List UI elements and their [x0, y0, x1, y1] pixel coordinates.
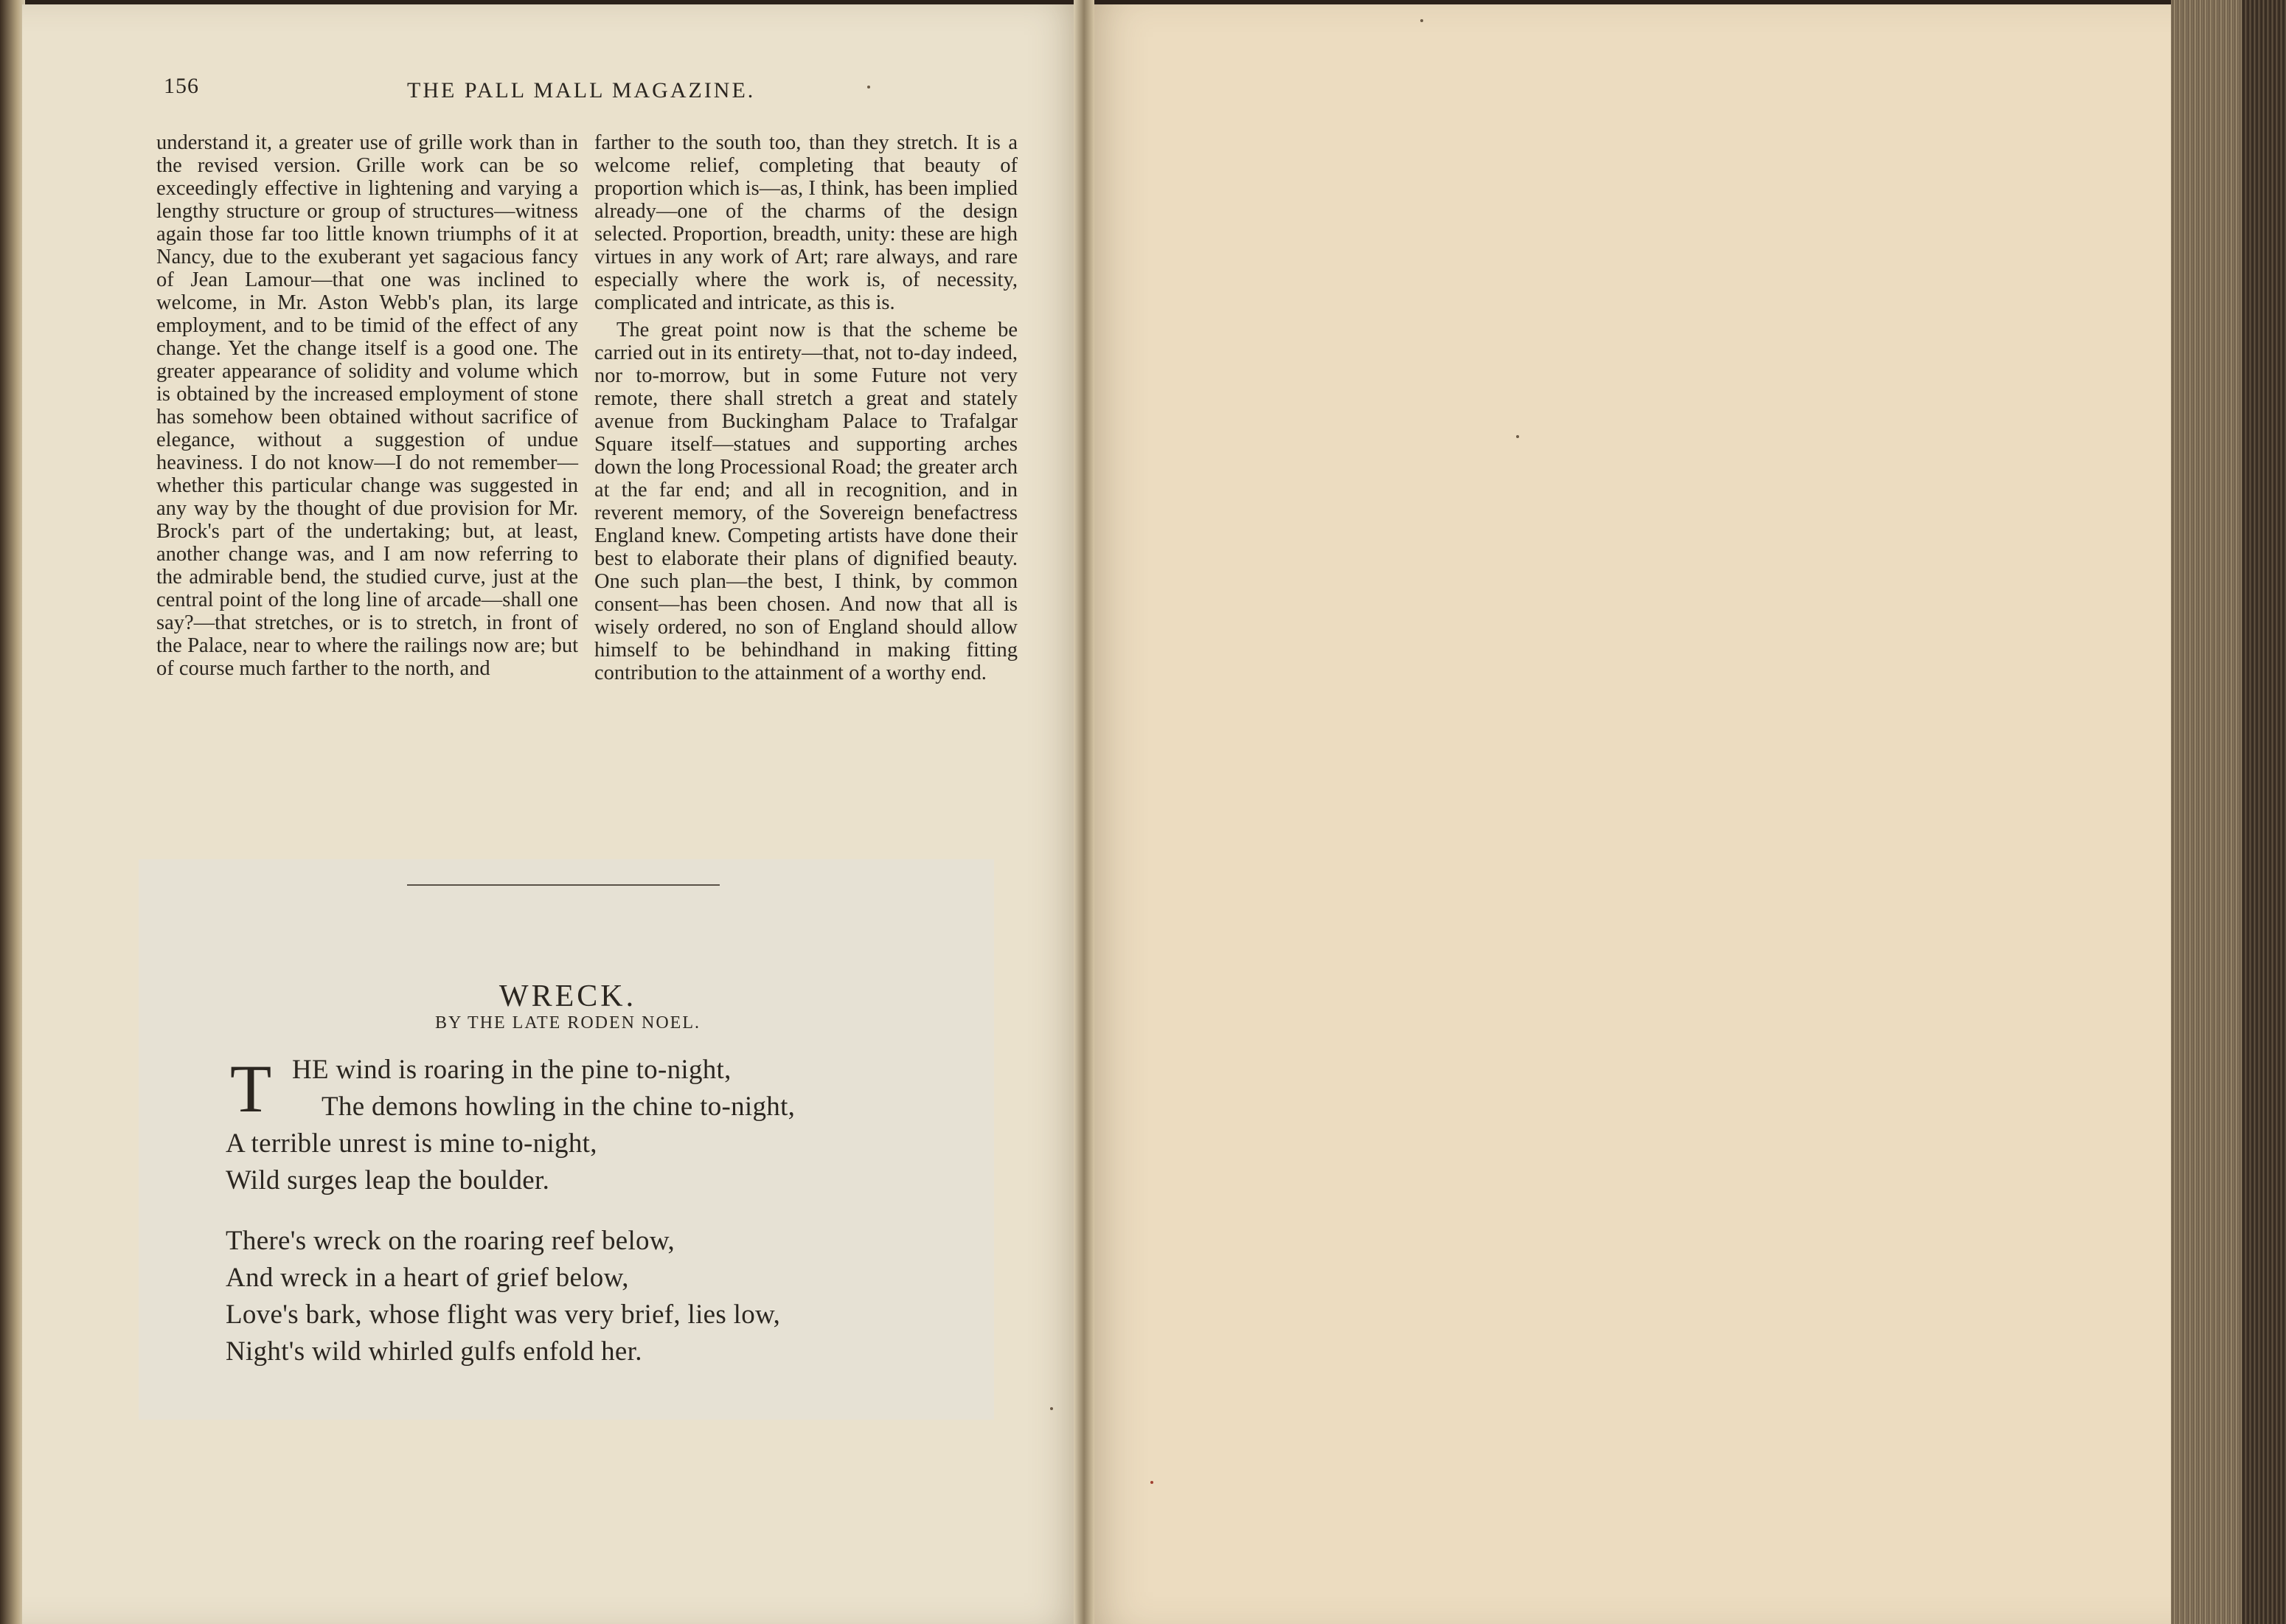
article-paragraph: farther to the south too, than they stretch. It is a welcome relief, completing that beauty of proportion which is—as, I think, has been implied already—one of the charms of the design selected. Proportion, breadth, unity: these are high virtues in any work of Art; rare always, and rare especially where the work is, of necessity, complicated and intricate, as this is. [594, 131, 1018, 314]
paper-speck [1050, 1407, 1053, 1410]
article-paragraph: understand it, a greater use of grille work than in the revised version. Grille work can be so exceedingly effective in lightening and varying a lengthy structure or group of structures—witness again those far too little known triumphs of it at Nancy, due to the exuberant yet sagacious fancy of Jean Lamour—that one was inclined to welcome, in Mr. Aston Webb's plan, its large employment, and to be timid of the effect of any change. Yet the change itself is a good one. The greater appearance of solidity and volume which is obtained by the increased employment of stone has somehow been obtained without sacrifice of elegance, without a suggestion of undue heaviness. I do not know—I do not remember—whether this particular change was suggested in any way by the thought of due provision for Mr. Brock's part of the undertaking; but, at least, another change was, and I am now referring to the admirable bend, the studied curve, just at the central point of the long line of arcade—shall one say?—that stretches, or is to stretch, in front of the Palace, near to where the railings now are; but of course much farther to the north, and [156, 131, 578, 680]
poem-line: The demons howling in the chine to-night, [322, 1092, 796, 1122]
paper-speck [1516, 435, 1519, 438]
paper-speck [1150, 1481, 1153, 1484]
article-column-left [156, 131, 578, 680]
right-page-blank [1084, 4, 2175, 1624]
poem-line: Love's bark, whose flight was very brief, lies low, [226, 1299, 781, 1330]
article-paragraph: The great point now is that the scheme be carried out in its entirety—that, not to-day indeed, nor to-morrow, but in some Future not very remote, there shall stretch a great and stately avenue from Buckingham Palace to Trafalgar Square itself—statues and supporting arches down the long Processional Road; the greater arch at the far end; and all in recognition, and in reverent memory, of the Sovereign benefactress England knew. Competing artists have done their best to elaborate their plans of dignified beauty. One such plan—the best, I think, by common consent—has been chosen. And now that all is wisely ordered, no son of England should allow himself to be behindhand in making fitting contribution to the attainment of a worthy end. [594, 319, 1018, 684]
poem-line: A terrible unrest is mine to-night, [226, 1128, 597, 1159]
poem-byline: BY THE LATE RODEN NOEL. [435, 1013, 701, 1033]
poem-stanza [226, 1052, 978, 1199]
running-head: THE PALL MALL MAGAZINE. [407, 78, 756, 103]
page-header [0, 0, 2286, 118]
poem-line: There's wreck on the roaring reef below, [226, 1226, 675, 1256]
left-page-edge [0, 0, 25, 1624]
book-gutter [1074, 0, 1094, 1624]
poem-title: WRECK. [498, 979, 637, 1013]
poem-line: And wreck in a heart of grief below, [226, 1263, 629, 1293]
section-divider [407, 884, 720, 886]
poem-line-text: HE wind is roaring in the pine to-night, [292, 1055, 732, 1085]
article-column-right [594, 131, 1018, 684]
poem-line: Night's wild whirled gulfs enfold her. [226, 1336, 642, 1367]
page-stack-edges-dark [2242, 0, 2286, 1624]
drop-cap: T [230, 1051, 272, 1126]
poem-body [226, 1052, 978, 1394]
poem-line: Wild surges leap the boulder. [226, 1165, 550, 1196]
poem-stanza [226, 1223, 978, 1370]
page-number: 156 [164, 74, 199, 98]
